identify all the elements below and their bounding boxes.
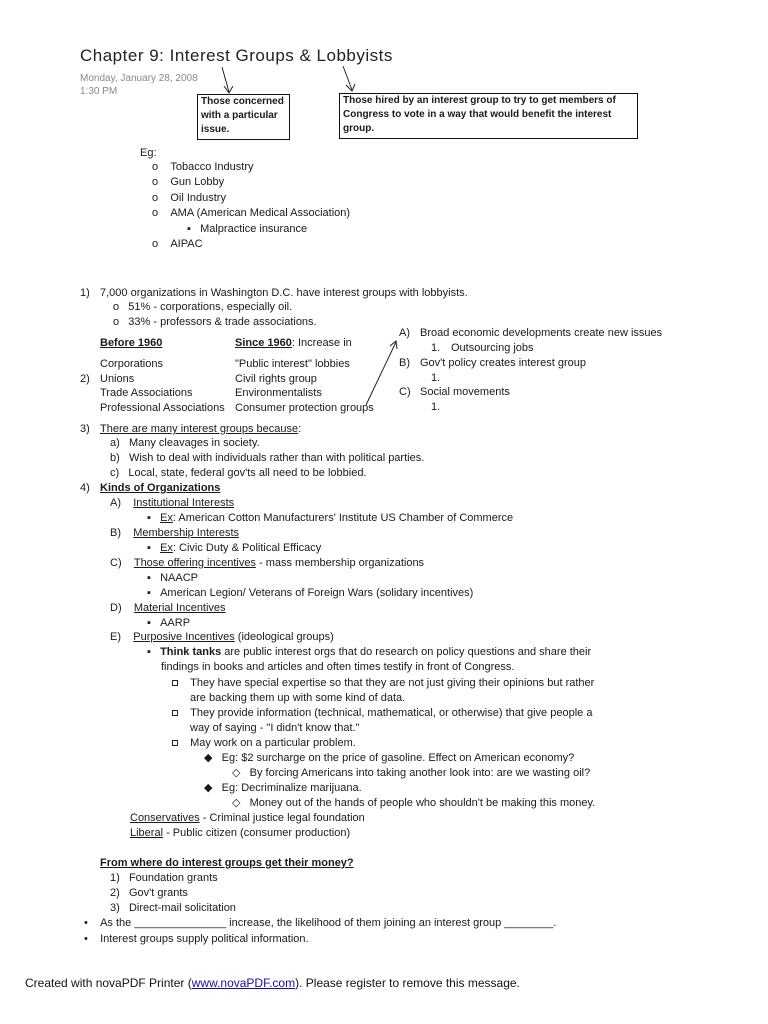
item-4-heading: Kinds of Organizations	[100, 482, 221, 494]
cause-b-text: Gov't policy creates interest group	[420, 357, 586, 369]
before-1960-heading: Before 1960	[100, 337, 163, 349]
list-item: 1) Foundation grants	[110, 872, 218, 884]
cause-a-sub-number: 1.	[431, 342, 441, 354]
cause-c-sub-number: 1.	[431, 401, 441, 413]
think-tanks-line-2: findings in books and articles and often times testify in front of Congress.	[161, 661, 515, 673]
before-item: Corporations	[100, 358, 163, 370]
item-1-number: 1)	[80, 287, 90, 299]
list-item: a) Many cleavages in society.	[110, 437, 260, 449]
cause-c-label: C)	[399, 386, 411, 398]
cause-c-text: Social movements	[420, 386, 510, 398]
list-item: o Oil Industry	[152, 192, 226, 204]
list-item: ◆ Eg: $2 surcharge on the price of gasoline. Effect on American economy?	[204, 752, 575, 764]
list-item: They provide information (technical, mathematical, or otherwise) that give people a	[172, 706, 592, 720]
list-item: ▪ Ex: American Cotton Manufacturers' Institute US Chamber of Commerce	[147, 512, 514, 524]
list-item: ▪ Ex: Civic Duty & Political Efficacy	[147, 542, 322, 554]
money-heading: From where do interest groups get their money?	[100, 857, 354, 869]
list-item-continued: way of saying - "I didn't know that."	[190, 722, 360, 734]
before-item: Unions	[100, 373, 135, 385]
list-item: o AIPAC	[152, 238, 203, 250]
list-item: ◇ By forcing Americans into taking another look into: are we wasting oil?	[232, 767, 591, 779]
list-item: They have special expertise so that they are not just giving their opinions but rather	[172, 676, 594, 690]
novapdf-footer: Created with novaPDF Printer (www.novaPDF.com). Please register to remove this message.	[25, 976, 520, 990]
note-time: 1:30 PM	[80, 86, 118, 97]
cause-b-label: B)	[399, 357, 410, 369]
cause-a-sub-text: Outsourcing jobs	[451, 342, 534, 354]
item-3-number: 3)	[80, 423, 90, 435]
list-item: May work on a particular problem.	[172, 736, 356, 750]
interest-group-definition-callout: Those concerned with a particular issue.	[197, 94, 290, 140]
list-item: ▪ American Legion/ Veterans of Foreign Wars (solidary incentives)	[147, 587, 474, 599]
since-item: Environmentalists	[235, 387, 322, 399]
kind-e: E) Purposive Incentives (ideological groups)	[110, 631, 334, 643]
item-1-text: 7,000 organizations in Washington D.C. have interest groups with lobbyists.	[100, 287, 468, 299]
since-item: Consumer protection groups	[235, 402, 374, 414]
lobbyist-definition-callout: Those hired by an interest group to try to get members of Congress to vote in a way that would benefit the interest group.	[339, 93, 638, 139]
kind-b: B) Membership Interests	[110, 527, 239, 539]
since-item: "Public interest" lobbies	[235, 358, 350, 370]
novapdf-link[interactable]: www.novaPDF.com	[191, 976, 296, 990]
bullet-item: • Interest groups supply political information.	[84, 933, 309, 945]
list-item: ▪ Malpractice insurance	[187, 223, 308, 235]
list-item: ▪ AARP	[147, 617, 191, 629]
list-item: o 33% - professors & trade associations.	[113, 316, 317, 328]
liberal-line: Liberal - Public citizen (consumer production)	[130, 827, 351, 839]
bullet-item: • As the _______________ increase, the likelihood of them joining an interest group ________.	[84, 917, 557, 929]
list-item: ◆ Eg: Decriminalize marijuana.	[204, 782, 362, 794]
item-4-number: 4)	[80, 482, 90, 494]
list-item: 3) Direct-mail solicitation	[110, 902, 236, 914]
before-item: Trade Associations	[100, 387, 193, 399]
list-item: o 51% - corporations, especially oil.	[113, 301, 293, 313]
note-date: Monday, January 28, 2008	[80, 73, 198, 84]
conservatives-line: Conservatives - Criminal justice legal foundation	[130, 812, 365, 824]
before-item: Professional Associations	[100, 402, 225, 414]
arrow-since-1960-to-developments	[366, 342, 396, 405]
cause-a-text: Broad economic developments create new issues	[420, 327, 663, 339]
item-3-heading: There are many interest groups because:	[100, 423, 302, 435]
list-item: o Gun Lobby	[152, 176, 225, 188]
kind-a: A) Institutional Interests	[110, 497, 235, 509]
eg-label: Eg:	[140, 147, 157, 159]
since-item: Civil rights group	[235, 373, 317, 385]
page-title: Chapter 9: Interest Groups & Lobbyists	[80, 46, 393, 65]
since-1960-heading: Since 1960: Increase in	[235, 337, 352, 349]
list-item: ▪ NAACP	[147, 572, 198, 584]
list-item: ◇ Money out of the hands of people who shouldn't be making this money.	[232, 797, 596, 809]
think-tanks-line: ▪ Think tanks are public interest orgs that do research on policy questions and share their	[147, 646, 592, 658]
item-2-number: 2)	[80, 373, 90, 385]
list-item: o Tobacco Industry	[152, 161, 254, 173]
cause-a-label: A)	[399, 327, 410, 339]
kind-d: D) Material Incentives	[110, 602, 226, 614]
list-item: 2) Gov't grants	[110, 887, 188, 899]
list-item-continued: are backing them up with some kind of data.	[190, 692, 406, 704]
kind-c: C) Those offering incentives - mass membership organizations	[110, 557, 425, 569]
list-item: o AMA (American Medical Association)	[152, 207, 351, 219]
list-item: c) Local, state, federal gov'ts all need to be lobbied.	[110, 467, 367, 479]
cause-b-sub-number: 1.	[431, 372, 441, 384]
list-item: b) Wish to deal with individuals rather than with political parties.	[110, 452, 425, 464]
